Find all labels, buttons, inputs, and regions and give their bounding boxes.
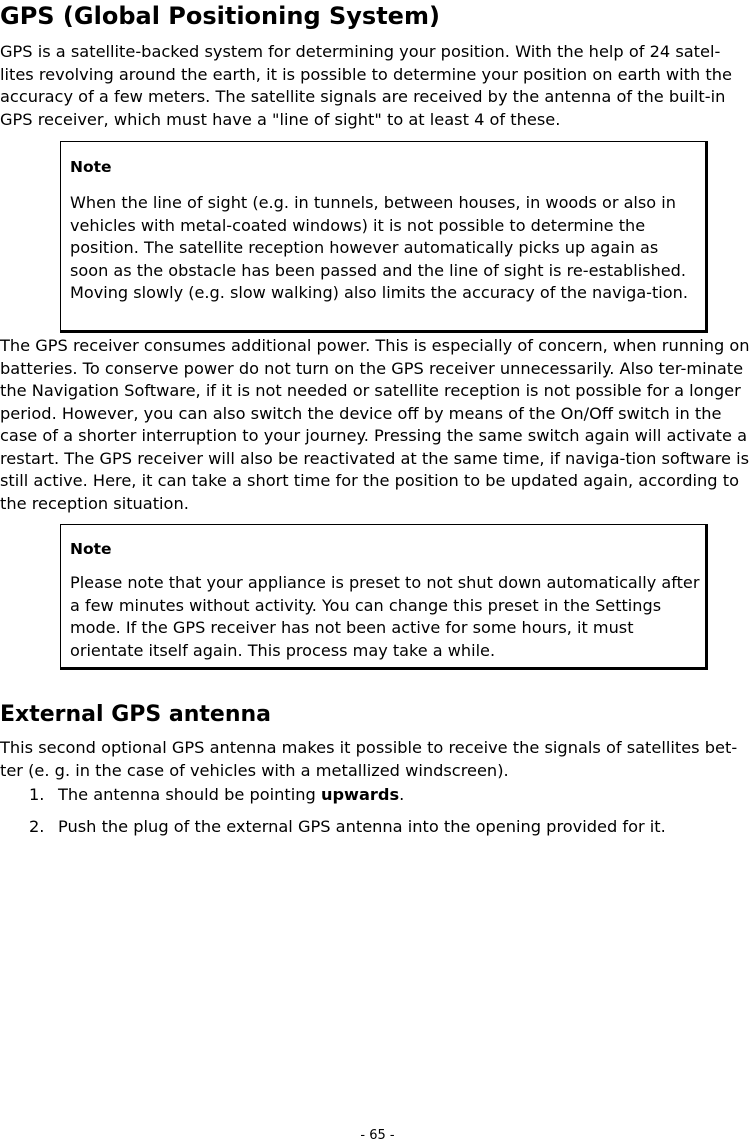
- page-number: - 65 -: [360, 1128, 395, 1143]
- step-number: 1.: [29, 785, 45, 804]
- gps-intro-paragraph: GPS is a satellite-backed system for determining your position. With the help of 24 satel-lites revolving around the earth, it is possible to determine your position on earth with the accuracy of a few meters. The satellite signals are received by the antenna of the built-in GPS receiver, which must have a "line of sight" to at least 4 of these.: [0, 42, 732, 129]
- line-of-sight-note: [60, 141, 708, 333]
- external-antenna-paragraph: This second optional GPS antenna makes it possible to receive the signals of satellites bet-ter (e. g. in the case of vehicles with a metallized windscreen).: [0, 738, 738, 780]
- step-text-suffix: .: [399, 785, 405, 804]
- antenna-steps-list: [29, 784, 666, 847]
- note-title: Note: [70, 158, 112, 176]
- external-antenna-heading: External GPS antenna: [0, 702, 272, 727]
- step-text: [58, 784, 404, 807]
- step-text-prefix: The antenna should be pointing: [58, 785, 321, 804]
- power-consumption-paragraph: The GPS receiver consumes additional power. This is especially of concern, when running on batteries. To conserve power do not turn on the GPS receiver unnecessarily. Also ter-minate the Navigation Software, if it is not needed or satellite reception is not possible for a longer period. However, you can also switch the device off by means of the On/Off switch in the case of a shorter interruption to your journey. Pressing the same switch again will activate a restart. The GPS receiver will also be reactivated at the same time, if naviga-tion software is still active. Here, it can take a short time for the position to be updated again, according to the reception situation.: [0, 336, 750, 513]
- note-text: Please note that your appliance is preset to not shut down automatically after a few minutes without activity. You can change this preset in the Settings mode. If the GPS receiver has not been active for some hours, it must orientate itself again. This process may take a while.: [70, 573, 700, 660]
- note-text: When the line of sight (e.g. in tunnels, between houses, in woods or also in vehicles with metal-coated windows) it is not possible to determine the position. The satellite reception however automatically picks up again as soon as the obstacle has been passed and the line of sight is re-established. Moving slowly (e.g. slow walking) also limits the accuracy of the naviga-tion.: [70, 193, 688, 302]
- step-number: 2.: [29, 816, 45, 836]
- step-text: Push the plug of the external GPS antenna into the opening provided for it.: [58, 816, 666, 836]
- automatic-shutdown-note: [60, 524, 708, 670]
- list-item: [29, 816, 666, 839]
- note-title: Note: [70, 540, 112, 558]
- emphasized-word: upwards: [320, 785, 400, 804]
- list-item: [29, 784, 666, 807]
- page-title: GPS (Global Positioning System): [0, 2, 440, 30]
